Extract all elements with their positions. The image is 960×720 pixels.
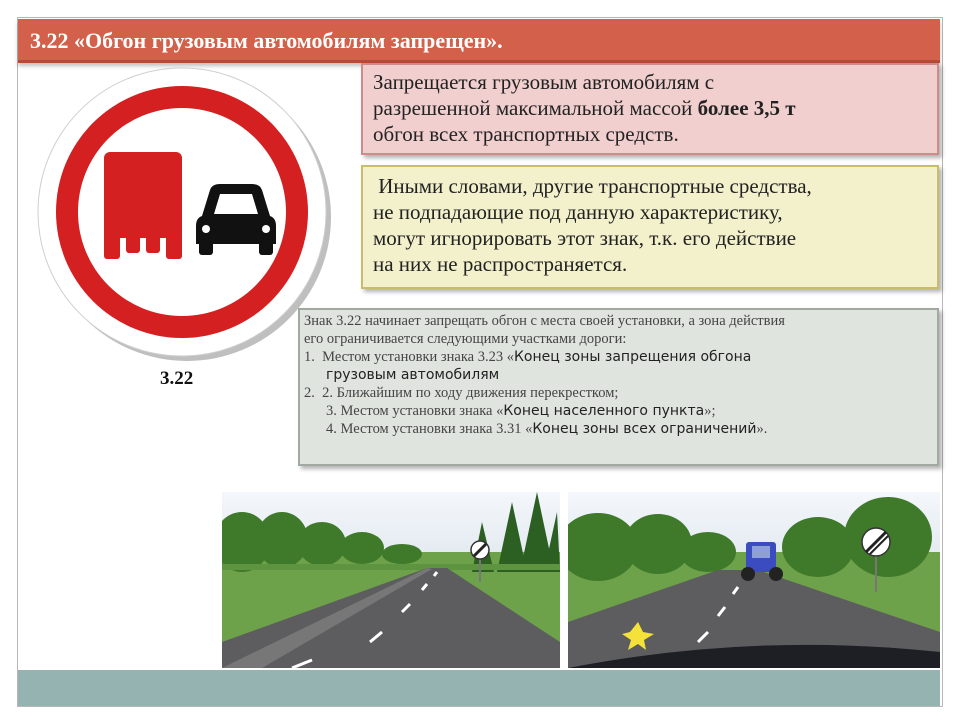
explanation-line-1: Иными словами, другие транспортные средства, <box>373 174 812 198</box>
rule-box <box>361 63 939 155</box>
explanation-line-4: на них не распространяется. <box>373 252 628 276</box>
zone-item-1-cont: грузовым автомобилям <box>326 367 500 383</box>
rule-line-2: разрешенной максимальной массой более 3,5 т <box>373 96 796 120</box>
zone-intro-1: Знак 3.22 начинает запрещать обгон с места своей установки, а зона действия <box>304 313 785 329</box>
zone-intro-2: его ограничивается следующими участками дороги: <box>304 331 627 347</box>
explanation-line-2: не подпадающие под данную характеристику, <box>373 200 783 224</box>
explanation-line-3: могут игнорировать этот знак, т.к. его действие <box>373 226 797 250</box>
no-overtaking-trucks-sign <box>36 66 332 362</box>
road-photo-1 <box>222 492 560 668</box>
rule-mass-emphasis: более 3,5 т <box>697 96 796 120</box>
zone-box <box>298 308 939 466</box>
explanation-box <box>361 165 939 289</box>
zone-item-3: 3. Местом установки знака «Конец населенного пункта»; <box>326 403 716 419</box>
zone-item-4: 4. Местом установки знака 3.31 «Конец зоны всех ограничений». <box>326 421 768 437</box>
rule-line-3: обгон всех транспортных средств. <box>373 122 679 146</box>
zone-item-1: 1. Местом установки знака 3.23 «Конец зоны запрещения обгона <box>304 349 752 365</box>
rule-line-1: Запрещается грузовым автомобилям с <box>373 70 715 94</box>
zone-item-2: 2. 2. Ближайшим по ходу движения перекрестком; <box>304 385 619 401</box>
slide-title: 3.22 «Обгон грузовым автомобилям запрещен». <box>30 28 503 53</box>
sign-number: 3.22 <box>160 368 194 389</box>
road-photo-2 <box>568 492 940 668</box>
footer-bar <box>18 670 940 706</box>
